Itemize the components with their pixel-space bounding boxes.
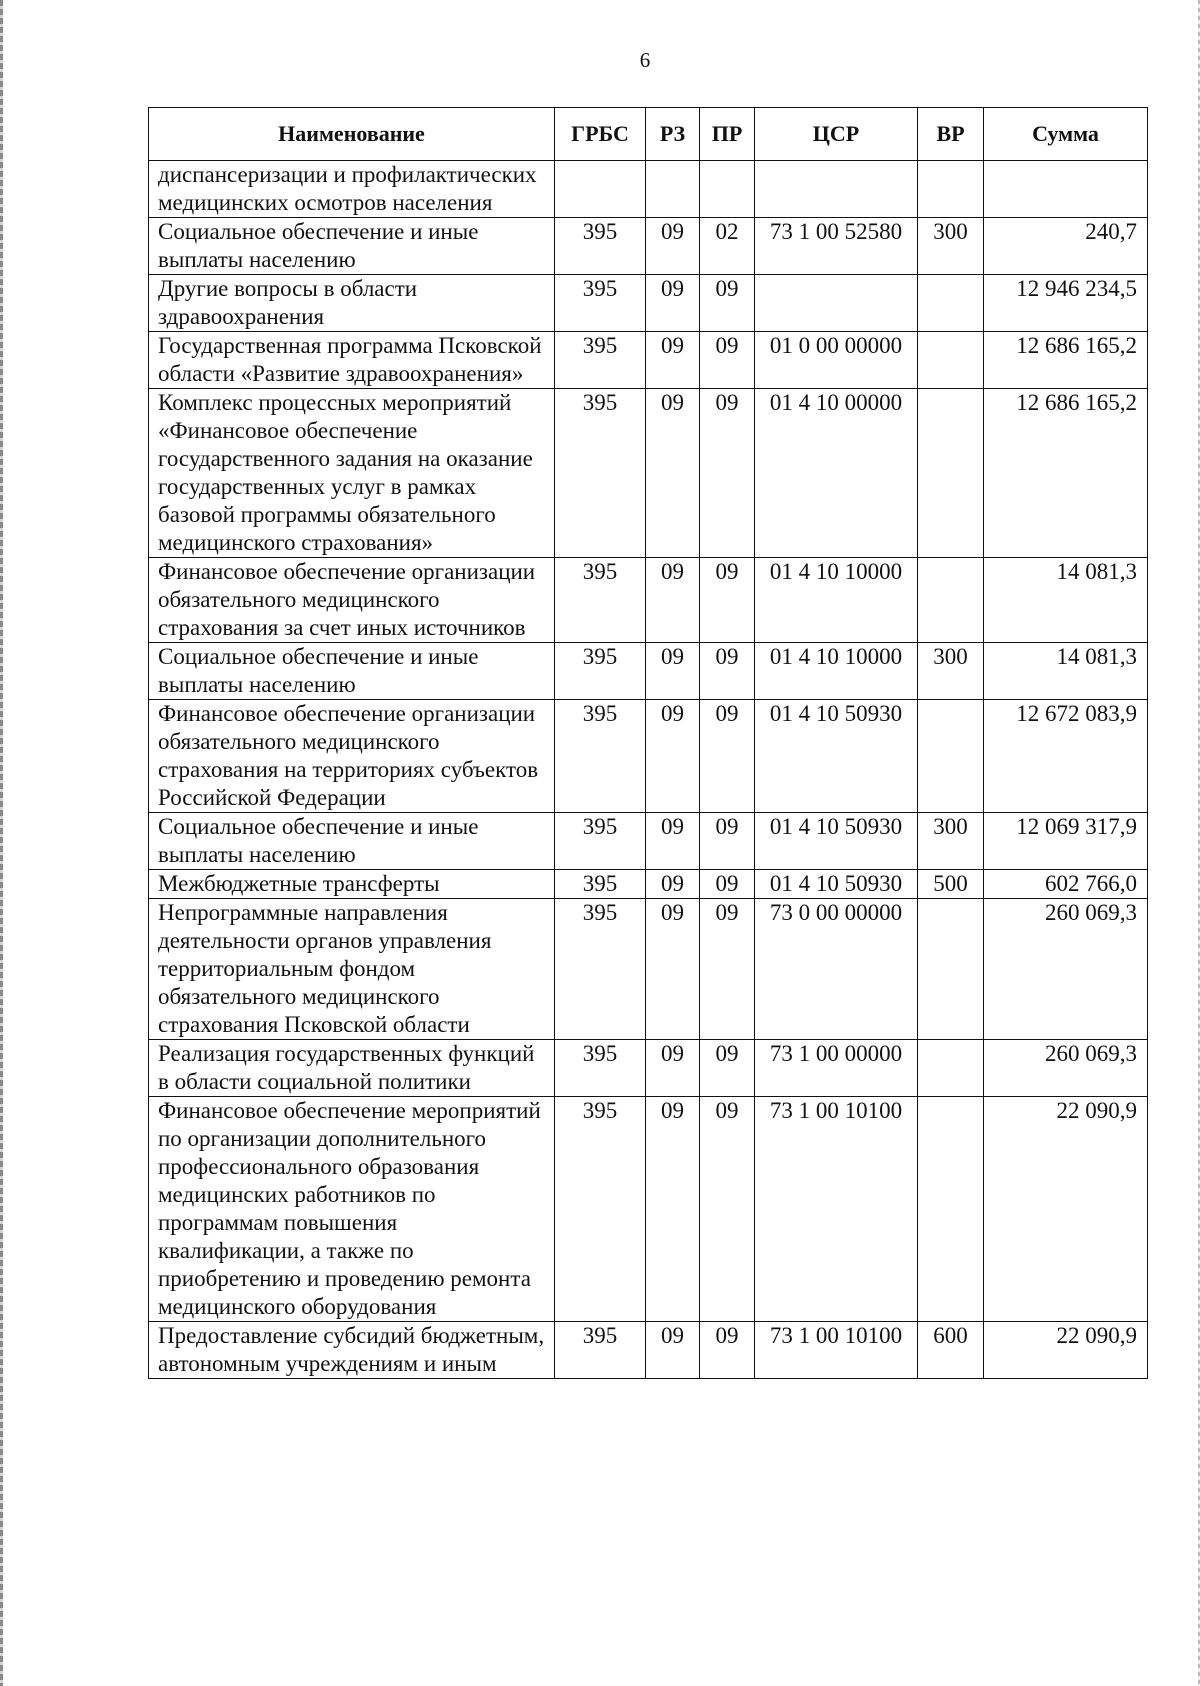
cell-pr: 09	[700, 332, 755, 389]
cell-grbs: 395	[555, 218, 646, 275]
cell-rz: 09	[646, 558, 700, 643]
cell-grbs: 395	[555, 275, 646, 332]
cell-name: Комплекс процессных мероприятий «Финансовое обеспечение государственного задания на оказание государственных услуг в рамках базовой программы обязательного медицинского страхования»	[149, 389, 555, 558]
cell-vr: 300	[918, 643, 984, 700]
cell-pr	[700, 161, 755, 218]
cell-sum: 12 686 165,2	[984, 389, 1148, 558]
cell-vr	[918, 700, 984, 813]
cell-pr: 09	[700, 1040, 755, 1097]
cell-sum: 22 090,9	[984, 1097, 1148, 1322]
cell-sum: 12 686 165,2	[984, 332, 1148, 389]
table-row	[149, 389, 1148, 558]
cell-grbs: 395	[555, 870, 646, 899]
table-row	[149, 161, 1148, 218]
cell-vr	[918, 161, 984, 218]
table-row	[149, 899, 1148, 1040]
cell-rz: 09	[646, 643, 700, 700]
cell-csr: 73 1 00 00000	[755, 1040, 918, 1097]
cell-name: Другие вопросы в области здравоохранения	[149, 275, 555, 332]
cell-pr: 09	[700, 700, 755, 813]
cell-pr: 09	[700, 643, 755, 700]
cell-rz: 09	[646, 332, 700, 389]
table-body	[149, 161, 1148, 1379]
cell-sum: 12 069 317,9	[984, 813, 1148, 870]
cell-sum: 260 069,3	[984, 1040, 1148, 1097]
cell-vr	[918, 332, 984, 389]
table-row	[149, 643, 1148, 700]
cell-pr: 09	[700, 1097, 755, 1322]
cell-sum: 22 090,9	[984, 1322, 1148, 1379]
cell-csr: 73 1 00 52580	[755, 218, 918, 275]
cell-grbs	[555, 161, 646, 218]
cell-csr	[755, 275, 918, 332]
col-header-rz: РЗ	[646, 108, 700, 161]
cell-csr: 01 4 10 50930	[755, 700, 918, 813]
table-row	[149, 332, 1148, 389]
cell-rz: 09	[646, 275, 700, 332]
cell-grbs: 395	[555, 1040, 646, 1097]
cell-pr: 09	[700, 813, 755, 870]
cell-name: диспансеризации и профилактических медицинских осмотров населения	[149, 161, 555, 218]
table-row	[149, 1322, 1148, 1379]
cell-vr	[918, 275, 984, 332]
cell-grbs: 395	[555, 1322, 646, 1379]
cell-rz	[646, 161, 700, 218]
cell-pr: 09	[700, 558, 755, 643]
cell-sum: 240,7	[984, 218, 1148, 275]
cell-vr	[918, 389, 984, 558]
cell-pr: 09	[700, 899, 755, 1040]
cell-name: Предоставление субсидий бюджетным, автономным учреждениям и иным	[149, 1322, 555, 1379]
cell-vr: 300	[918, 813, 984, 870]
cell-csr: 01 4 10 50930	[755, 813, 918, 870]
cell-grbs: 395	[555, 1097, 646, 1322]
cell-csr	[755, 161, 918, 218]
cell-vr: 600	[918, 1322, 984, 1379]
cell-csr: 01 4 10 50930	[755, 870, 918, 899]
cell-vr	[918, 558, 984, 643]
cell-rz: 09	[646, 813, 700, 870]
cell-pr: 09	[700, 870, 755, 899]
cell-name: Межбюджетные трансферты	[149, 870, 555, 899]
scan-edge-left	[0, 0, 3, 1686]
cell-grbs: 395	[555, 899, 646, 1040]
cell-name: Непрограммные направления деятельности органов управления территориальным фондом обязательного медицинского страхования Псковской области	[149, 899, 555, 1040]
col-header-grbs: ГРБС	[555, 108, 646, 161]
cell-name: Реализация государственных функций в области социальной политики	[149, 1040, 555, 1097]
cell-rz: 09	[646, 899, 700, 1040]
cell-vr: 500	[918, 870, 984, 899]
cell-grbs: 395	[555, 813, 646, 870]
cell-rz: 09	[646, 1097, 700, 1322]
cell-name: Финансовое обеспечение мероприятий по организации дополнительного профессионального образования медицинских работников по программам повышения квалификации, а также по приобретению и проведению ремонта медицинского оборудования	[149, 1097, 555, 1322]
col-header-sum: Сумма	[984, 108, 1148, 161]
cell-rz: 09	[646, 218, 700, 275]
cell-pr: 09	[700, 1322, 755, 1379]
cell-vr: 300	[918, 218, 984, 275]
cell-sum: 602 766,0	[984, 870, 1148, 899]
cell-name: Социальное обеспечение и иные выплаты населению	[149, 813, 555, 870]
cell-csr: 73 0 00 00000	[755, 899, 918, 1040]
col-header-name: Наименование	[149, 108, 555, 161]
cell-sum: 260 069,3	[984, 899, 1148, 1040]
cell-pr: 09	[700, 275, 755, 332]
cell-sum: 12 946 234,5	[984, 275, 1148, 332]
cell-sum	[984, 161, 1148, 218]
cell-name: Социальное обеспечение и иные выплаты населению	[149, 643, 555, 700]
page-number: 6	[639, 48, 651, 72]
cell-csr: 73 1 00 10100	[755, 1322, 918, 1379]
cell-rz: 09	[646, 1322, 700, 1379]
table-row	[149, 275, 1148, 332]
cell-rz: 09	[646, 389, 700, 558]
table-row	[149, 558, 1148, 643]
cell-sum: 14 081,3	[984, 643, 1148, 700]
cell-name: Социальное обеспечение и иные выплаты населению	[149, 218, 555, 275]
cell-rz: 09	[646, 870, 700, 899]
cell-vr	[918, 899, 984, 1040]
table-row	[149, 1040, 1148, 1097]
cell-csr: 01 4 10 10000	[755, 558, 918, 643]
cell-csr: 01 4 10 00000	[755, 389, 918, 558]
cell-rz: 09	[646, 700, 700, 813]
col-header-pr: ПР	[700, 108, 755, 161]
table-row	[149, 813, 1148, 870]
cell-vr	[918, 1097, 984, 1322]
cell-csr: 73 1 00 10100	[755, 1097, 918, 1322]
cell-rz: 09	[646, 1040, 700, 1097]
table-row	[149, 1097, 1148, 1322]
cell-grbs: 395	[555, 700, 646, 813]
cell-csr: 01 0 00 00000	[755, 332, 918, 389]
col-header-vr: ВР	[918, 108, 984, 161]
cell-name: Финансовое обеспечение организации обязательного медицинского страхования на территориях субъектов Российской Федерации	[149, 700, 555, 813]
cell-sum: 14 081,3	[984, 558, 1148, 643]
col-header-csr: ЦСР	[755, 108, 918, 161]
cell-pr: 02	[700, 218, 755, 275]
cell-grbs: 395	[555, 643, 646, 700]
cell-sum: 12 672 083,9	[984, 700, 1148, 813]
table-row	[149, 218, 1148, 275]
cell-vr	[918, 1040, 984, 1097]
cell-grbs: 395	[555, 389, 646, 558]
budget-table	[148, 107, 1148, 1379]
cell-name: Финансовое обеспечение организации обязательного медицинского страхования за счет иных источников	[149, 558, 555, 643]
table-row	[149, 700, 1148, 813]
cell-pr: 09	[700, 389, 755, 558]
table-row	[149, 870, 1148, 899]
table-header-row	[149, 108, 1148, 161]
cell-name: Государственная программа Псковской области «Развитие здравоохранения»	[149, 332, 555, 389]
cell-grbs: 395	[555, 332, 646, 389]
cell-csr: 01 4 10 10000	[755, 643, 918, 700]
cell-grbs: 395	[555, 558, 646, 643]
